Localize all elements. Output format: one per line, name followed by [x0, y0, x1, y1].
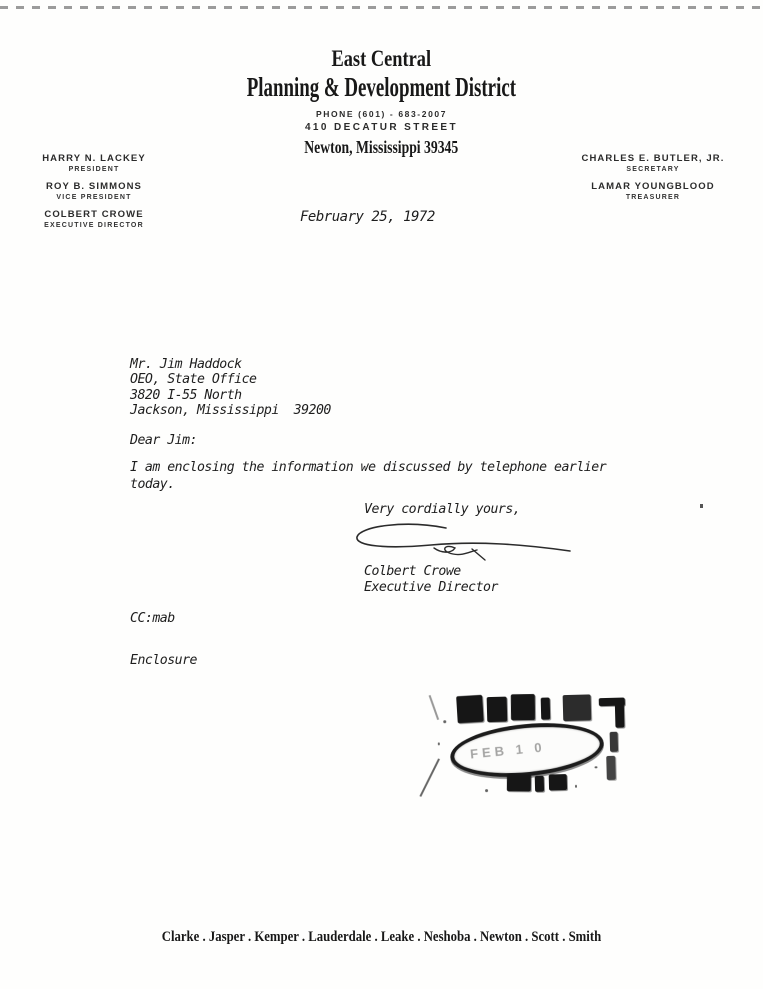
footer-counties-text: Clarke . Jasper . Kemper . Lauderdale . Leake . Neshoba . Newton . Scott . Smith	[161, 929, 602, 945]
closing-line: Very cordially yours,	[364, 502, 521, 517]
cc-line: CC:mab	[130, 611, 175, 626]
stamp-smudge	[549, 774, 567, 790]
stamp-smudge	[610, 732, 619, 752]
stamp-speckle	[443, 720, 446, 723]
body-line: today.	[130, 476, 175, 492]
recipient-line: Mr. Jim Haddock	[130, 357, 242, 372]
officer-name: ROY B. SIMMONS	[46, 181, 142, 192]
stamp-speckle	[438, 742, 440, 745]
letterhead-phone: PHONE (601) - 683-2007	[315, 109, 448, 119]
stamp-smudge	[507, 774, 531, 791]
stamp-edge-mark	[419, 758, 440, 796]
stamp-smudge	[563, 694, 592, 721]
stamp-speckle	[575, 785, 577, 788]
officer-name: COLBERT CROWE	[44, 209, 144, 220]
officers-left-column	[24, 153, 164, 237]
stamp-speckle	[600, 740, 603, 743]
stamp-edge-mark	[429, 695, 440, 720]
stamp-smudge	[487, 697, 508, 723]
perforation-edge	[0, 6, 763, 9]
stamp-smudge	[615, 700, 625, 728]
enclosure-line: Enclosure	[130, 653, 197, 668]
letterhead-org-line2	[0, 72, 763, 103]
recipient-line: Jackson, Mississippi 39200	[130, 403, 331, 419]
officer-title: SECRETARY	[626, 166, 680, 173]
recipient-line: OEO, State Office	[130, 372, 257, 388]
signer-block	[364, 564, 498, 596]
stamp-date-oval	[448, 717, 606, 784]
officer-name: HARRY N. LACKEY	[42, 153, 146, 164]
letterhead-org-line1-text: East Central	[331, 46, 432, 71]
received-stamp	[422, 685, 637, 813]
letterhead-org-line2-text: Planning & Development District	[246, 72, 517, 102]
officer-title: EXECUTIVE DIRECTOR	[44, 222, 144, 229]
letter-body	[130, 460, 606, 493]
stamp-smudge	[541, 697, 551, 719]
body-line: I am enclosing the information we discussed by telephone earlier	[130, 460, 607, 475]
officers-right-column	[578, 153, 728, 209]
stamp-speckle	[485, 789, 488, 792]
signer-title: Executive Director	[364, 580, 498, 595]
footer-counties	[0, 929, 763, 946]
stamp-smudge	[511, 694, 535, 720]
officer-title: TREASURER	[625, 194, 681, 201]
letterhead-city-text: Newton, Mississippi 39345	[304, 137, 459, 157]
officer-title: VICE PRESIDENT	[56, 194, 132, 201]
salutation: Dear Jim:	[130, 433, 197, 448]
officer-name: LAMAR YOUNGBLOOD	[591, 181, 715, 192]
signer-name: Colbert Crowe	[364, 564, 461, 579]
stamp-smudge	[535, 776, 544, 792]
letterhead-org-line1	[0, 46, 763, 72]
officer-name: CHARLES E. BUTLER, JR.	[581, 153, 725, 164]
scan-speck	[700, 504, 703, 508]
stamp-smudge	[606, 756, 616, 780]
letterhead-street: 410 DECATUR STREET	[304, 122, 459, 133]
officer-title: PRESIDENT	[68, 166, 120, 173]
stamp-date-text: FEB 1 0	[469, 739, 547, 762]
signature-scrawl	[346, 518, 581, 563]
recipient-line: 3820 I-55 North	[130, 387, 242, 403]
stamp-speckle	[594, 766, 597, 768]
letter-date: February 25, 1972	[300, 209, 435, 225]
stamp-smudge	[456, 695, 484, 724]
recipient-address-block	[130, 357, 331, 419]
